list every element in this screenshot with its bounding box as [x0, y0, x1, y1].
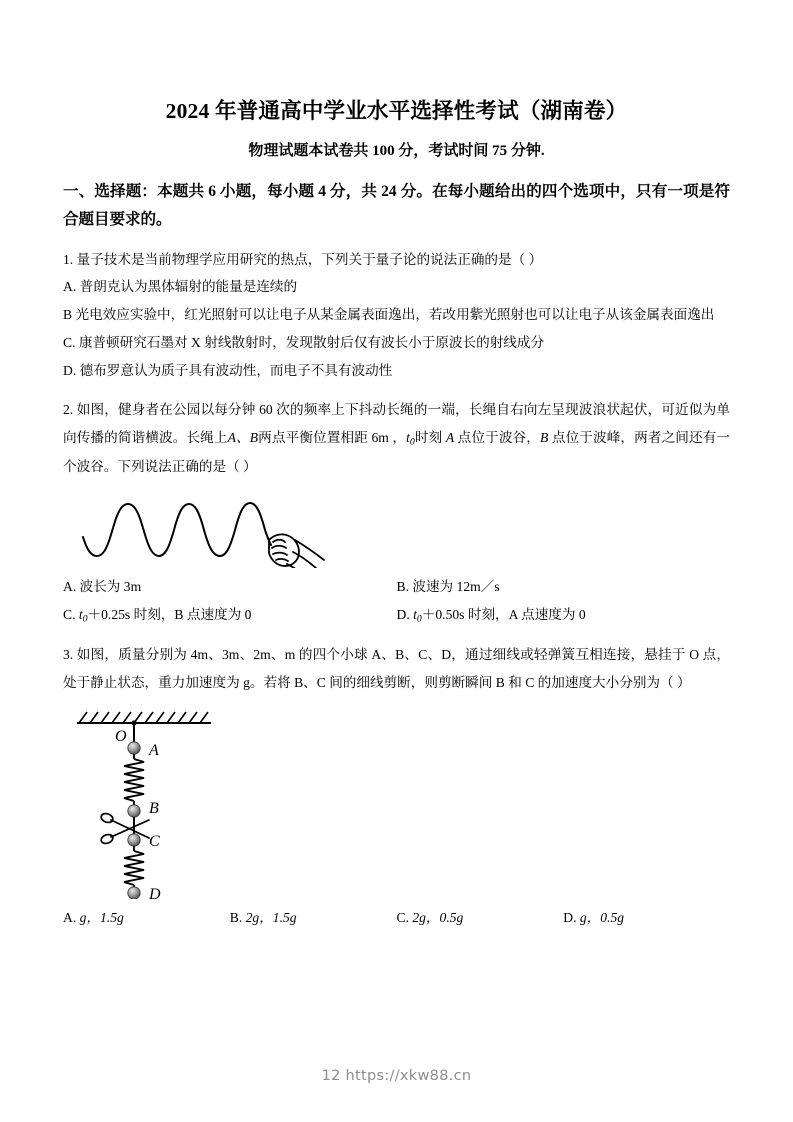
question-2-time-symbol: t: [406, 429, 410, 445]
option-text: ＋0.25s 时刻，B 点速度为 0: [87, 607, 252, 623]
spring-C-D: [124, 846, 144, 888]
question-2-point-b: B: [539, 429, 549, 445]
question-2-option-a[interactable]: [63, 573, 397, 601]
option-label: A.: [63, 909, 77, 925]
ball-A: [128, 742, 140, 754]
option-label: A.: [63, 579, 77, 595]
rope-wave-figure: [63, 480, 730, 573]
question-2-option-b[interactable]: [397, 573, 731, 601]
question-3-option-b[interactable]: [230, 904, 397, 932]
option-symbol: t: [78, 607, 83, 623]
question-3-options-row: [63, 904, 730, 932]
option-label: B.: [396, 579, 409, 595]
option-text: 光电效应实验中，红光照射可以让电子从某金属表面逸出，若改用紫光照射也可以让电子从该金属表面逸出: [75, 307, 715, 323]
question-2-point-a: A: [445, 429, 455, 445]
figure-label-A: A: [149, 741, 159, 759]
hanging-balls-springs-svg: [71, 707, 241, 899]
option-label: C.: [63, 607, 76, 623]
option-text: 2g，1.5g: [245, 909, 297, 925]
option-label: B: [63, 307, 73, 323]
question-1: [63, 234, 730, 385]
question-1-stem: [63, 234, 730, 274]
hanging-balls-figure: [63, 697, 730, 904]
question-3-option-d[interactable]: [563, 904, 730, 932]
question-2-points-ab: A、B: [227, 429, 259, 445]
option-subscript: 0: [82, 614, 88, 626]
option-label: C.: [396, 909, 409, 925]
option-text: 康普顿研究石墨对 X 射线散射时，发现散射后仅有波长小于原波长的射线成分: [78, 335, 545, 351]
question-2-option-c[interactable]: [63, 601, 397, 630]
option-text: 2g，0.5g: [412, 909, 464, 925]
option-label: D.: [63, 363, 77, 379]
question-2-options-row-2: [63, 601, 730, 630]
ball-C: [128, 834, 140, 846]
ball-D: [128, 887, 140, 899]
question-2-options-row-1: [63, 573, 730, 601]
question-3-stem: [63, 630, 730, 697]
option-text: ＋0.50s 时刻，A 点速度为 0: [421, 607, 586, 623]
question-1-number: 1.: [63, 251, 74, 267]
wave-curve: [83, 503, 271, 556]
option-label: B.: [229, 909, 243, 925]
question-1-option-b[interactable]: [63, 301, 730, 329]
hand-icon: [269, 535, 324, 569]
option-label: A.: [63, 279, 77, 295]
question-2-stem-part2: 两点平衡位置相距 6m ，: [258, 429, 407, 445]
question-3-option-c[interactable]: [397, 904, 564, 932]
figure-label-O: O: [115, 727, 127, 745]
question-1-option-a[interactable]: [63, 273, 730, 301]
question-1-option-d[interactable]: [63, 357, 730, 385]
scissors-icon: [100, 812, 149, 845]
option-text: g，1.5g: [79, 909, 124, 925]
question-1-option-c[interactable]: [63, 329, 730, 357]
ball-B: [128, 805, 140, 817]
option-text: 普朗克认为黑体辐射的能量是连续的: [79, 279, 298, 295]
question-2-number: 2.: [63, 401, 74, 417]
question-2-stem-part1: 如图，健身者在公园以每分钟 60 次的频率上下抖动长绳的一端，长绳自右向左呈现波浪状起伏，可近似为单向传播的简谐横波。长绳上: [63, 401, 730, 445]
question-2-stem-part3: 时刻: [414, 429, 443, 445]
question-3-stem-text: 如图，质量分别为 4m、3m、2m、m 的四个小球 A、B、C、D，通过细线或轻弹簧互相连接，悬挂于 O 点，处于静止状态，重力加速度为 g。若将 B、C 间的细线剪断，则剪断瞬间 B 和 C 的加速度大小分别为（ ）: [63, 647, 730, 690]
question-3: [63, 630, 730, 932]
ceiling-support: [77, 712, 211, 726]
question-2-option-d[interactable]: [397, 601, 731, 630]
question-2-stem-part5: 点位于波峰，两者之间还有一个波谷。下列说法正确的是（ ）: [63, 429, 731, 474]
figure-label-D: D: [149, 885, 161, 899]
question-2-time-subscript: 0: [409, 436, 415, 448]
option-label: D.: [396, 607, 410, 623]
option-text: 波长为 3m: [79, 579, 142, 595]
figure-label-C: C: [149, 832, 160, 850]
question-1-stem-text: 量子技术是当前物理学应用研究的热点，下列关于量子论的说法正确的是（ ）: [76, 251, 543, 267]
rope-wave-with-hand-svg: [77, 490, 327, 568]
question-2: [63, 385, 730, 630]
section-heading: 一、选择题：本题共 6 小题，每小题 4 分，共 24 分。在每小题给出的四个选项中，只有一项是符合题目要求的。: [63, 183, 730, 229]
option-text: g，0.5g: [579, 909, 625, 925]
page-subtitle: 物理试题本试卷共 100 分，考试时间 75 分钟.: [248, 142, 545, 159]
option-text: 德布罗意认为质子具有波动性，而电子不具有波动性: [79, 363, 393, 379]
option-subscript: 0: [416, 614, 422, 626]
option-label: C.: [63, 335, 76, 351]
option-text: 波速为 12m／s: [412, 579, 500, 595]
figure-label-B: B: [149, 799, 159, 817]
page-title: 2024 年普通高中学业水平选择性考试（湖南卷）: [165, 99, 628, 123]
spring-A-B: [124, 754, 144, 806]
option-label: D.: [563, 909, 577, 925]
footer-watermark: 12 https://xkw88.cn: [321, 1068, 472, 1084]
question-2-stem-part4: 点位于波谷，: [457, 429, 540, 445]
option-symbol: t: [413, 607, 417, 623]
question-3-option-a[interactable]: [63, 904, 230, 932]
question-3-number: 3.: [63, 647, 74, 663]
question-2-stem: [63, 385, 730, 481]
